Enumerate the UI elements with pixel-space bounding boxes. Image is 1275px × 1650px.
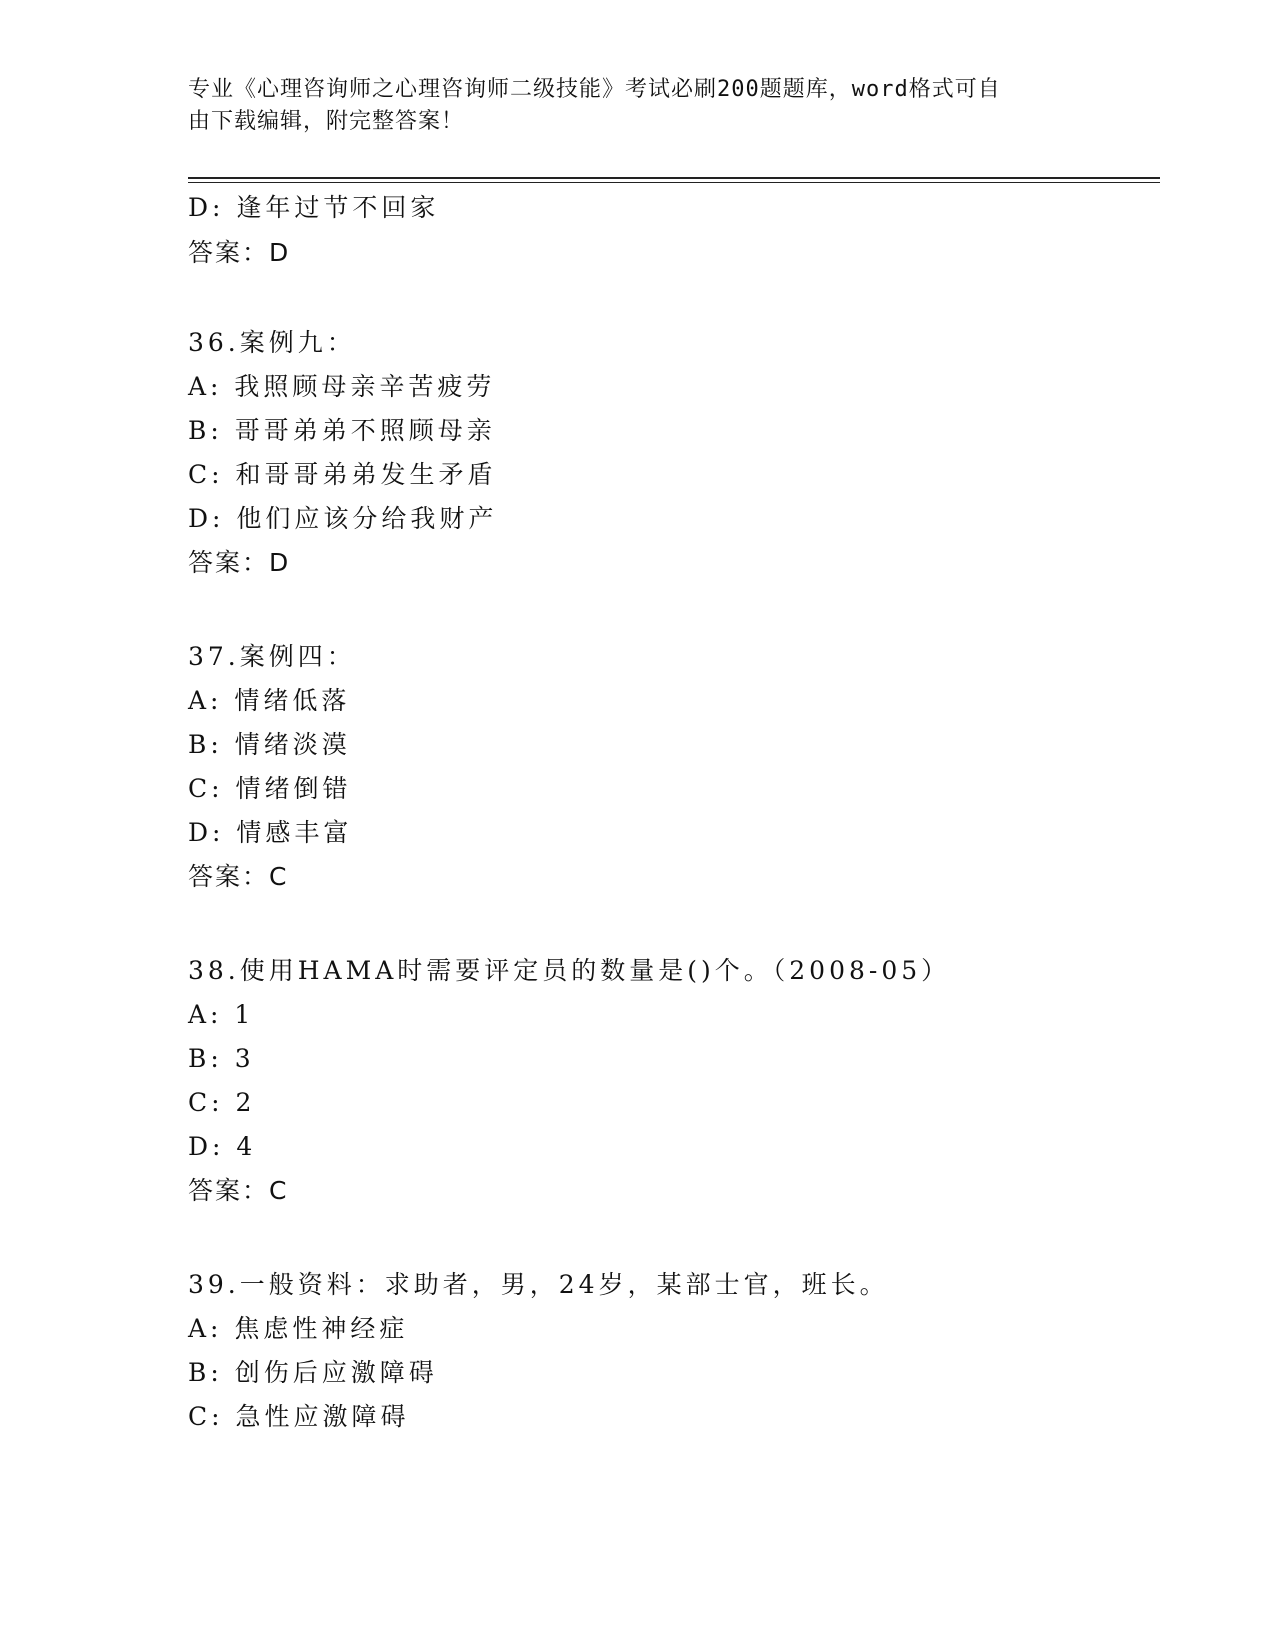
header-divider-thin (188, 182, 1160, 183)
option-line: B: 3 (188, 1044, 255, 1073)
option-line: A: 1 (188, 1000, 255, 1029)
option-line: C: 急性应激障碍 (188, 1402, 410, 1431)
question-line: 36.案例九： (188, 328, 356, 357)
answer-line: 答案：D (188, 238, 291, 267)
option-line: D: 情感丰富 (188, 818, 353, 847)
option-line: D: 4 (188, 1132, 257, 1161)
option-line: B: 哥哥弟弟不照顾母亲 (188, 416, 496, 445)
answer-line: 答案：C (188, 1176, 289, 1205)
header-line-2: 由下载编辑，附完整答案！ (188, 109, 465, 134)
option-line: D: 逢年过节不回家 (188, 193, 440, 222)
option-line: B: 创伤后应激障碍 (188, 1358, 438, 1387)
header-line-1: 专业《心理咨询师之心理咨询师二级技能》考试必刷200题题库，word格式可自 (188, 77, 1001, 102)
document-header (188, 74, 1088, 138)
option-line: B: 情绪淡漠 (188, 730, 351, 759)
option-line: C: 2 (188, 1088, 256, 1117)
question-line: 37.案例四： (188, 642, 356, 671)
option-line: C: 和哥哥弟弟发生矛盾 (188, 460, 497, 489)
option-line: C: 情绪倒错 (188, 774, 352, 803)
option-line: A: 我照顾母亲辛苦疲劳 (188, 372, 496, 401)
header-divider-thick (188, 177, 1160, 179)
option-line: A: 情绪低落 (188, 686, 351, 715)
question-line: 38.使用HAMA时需要评定员的数量是()个。（2008-05） (188, 956, 951, 985)
question-line: 39.一般资料：求助者，男，24岁，某部士官，班长。 (188, 1270, 889, 1299)
option-line: A: 焦虑性神经症 (188, 1314, 409, 1343)
answer-line: 答案：C (188, 862, 289, 891)
answer-line: 答案：D (188, 548, 291, 577)
option-line: D: 他们应该分给我财产 (188, 504, 498, 533)
